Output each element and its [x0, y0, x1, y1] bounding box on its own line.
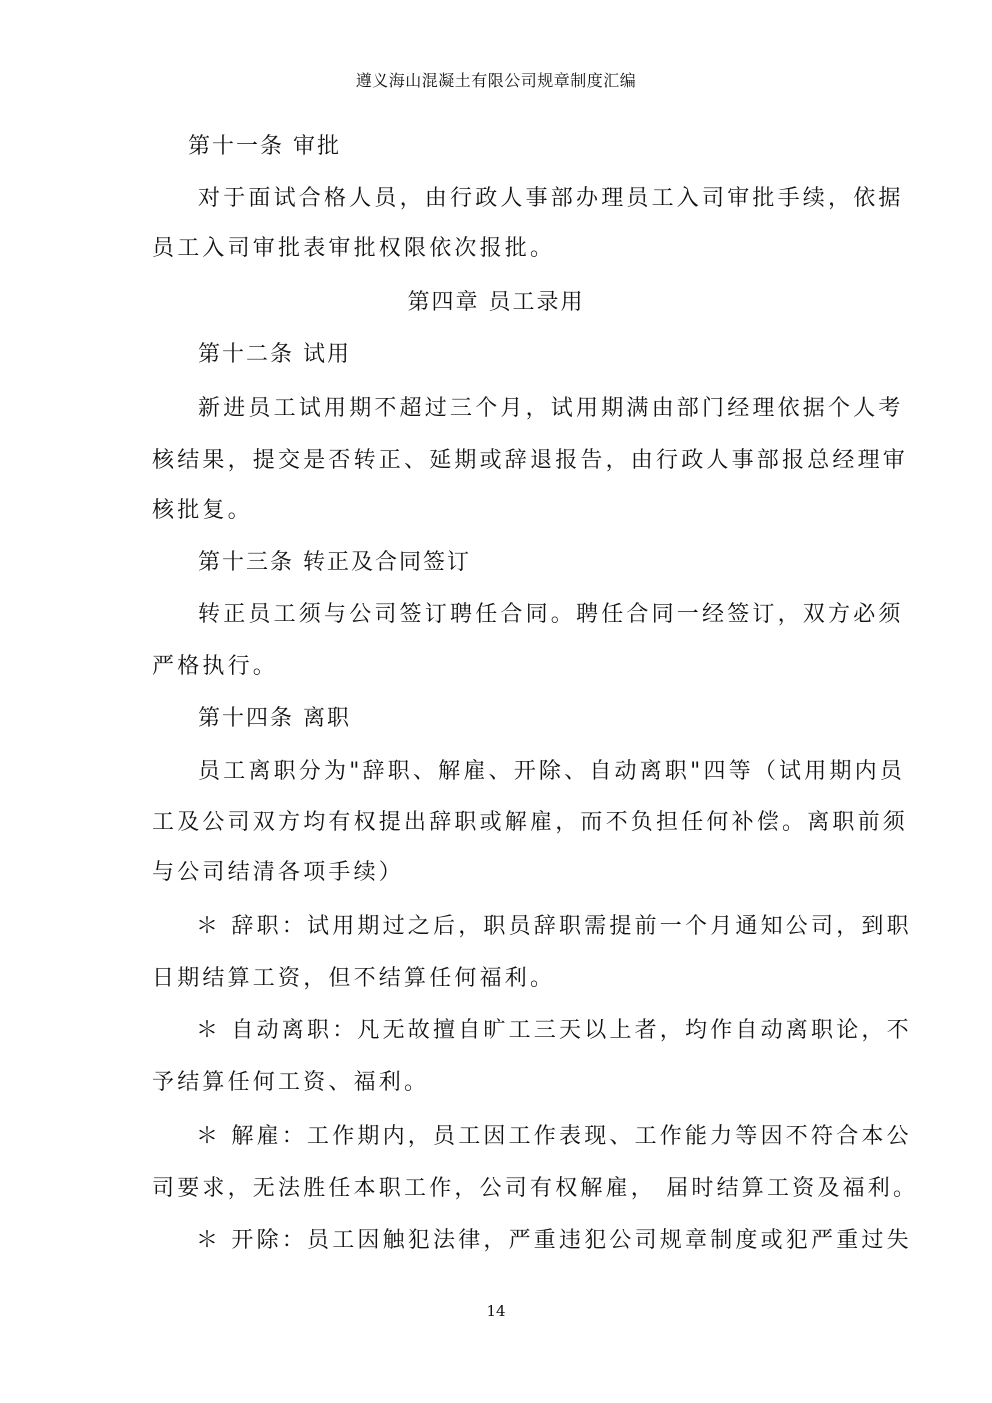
article-11-heading: 第十一条 审批	[188, 134, 341, 159]
article-14-body-line-2: 工及公司双方均有权提出辞职或解雇，而不负担任何补偿。离职前须	[152, 810, 909, 835]
page-number: 14	[486, 1302, 506, 1320]
article-13-body-line-2: 严格执行。	[152, 654, 279, 679]
article-14-body-line-1: 员工离职分为"辞职、解雇、开除、自动离职"四等（试用期内员	[198, 759, 906, 784]
resignation-item-line-2: 日期结算工资，但不结算任何福利。	[152, 966, 556, 991]
dismissal-item-line-1: ＊ 解雇：工作期内，员工因工作表现、工作能力等因不符合本公	[196, 1124, 912, 1149]
page-header: 遵义海山混凝土有限公司规章制度汇编	[355, 71, 637, 90]
article-12-body-line-3: 核批复。	[152, 498, 253, 523]
absence-item-line-2: 予结算任何工资、福利。	[152, 1070, 430, 1095]
article-14-heading: 第十四条 离职	[198, 706, 351, 731]
article-12-body-line-1: 新进员工试用期不超过三个月，试用期满由部门经理依据个人考	[198, 396, 904, 421]
resignation-item-line-1: ＊ 辞职：试用期过之后，职员辞职需提前一个月通知公司，到职	[196, 914, 912, 939]
chapter-4-title: 第四章 员工录用	[407, 290, 585, 315]
article-12-heading: 第十二条 试用	[198, 342, 351, 367]
article-12-body-line-2: 核结果，提交是否转正、延期或辞退报告，由行政人事部报总经理审	[152, 448, 909, 473]
article-11-body-line-1: 对于面试合格人员，由行政人事部办理员工入司审批手续，依据	[198, 186, 904, 211]
article-13-heading: 第十三条 转正及合同签订	[198, 550, 471, 575]
dismissal-item-line-2: 司要求，无法胜任本职工作，公司有权解雇， 届时结算工资及福利。	[152, 1176, 919, 1201]
absence-item-line-1: ＊ 自动离职：凡无故擅自旷工三天以上者，均作自动离职论，不	[196, 1018, 912, 1043]
article-14-body-line-3: 与公司结清各项手续）	[152, 860, 405, 885]
article-11-body-line-2: 员工入司审批表审批权限依次报批。	[152, 236, 556, 261]
expulsion-item-line-1: ＊ 开除：员工因触犯法律，严重违犯公司规章制度或犯严重过失	[196, 1228, 912, 1253]
article-13-body-line-1: 转正员工须与公司签订聘任合同。聘任合同一经签订，双方必须	[198, 602, 904, 627]
